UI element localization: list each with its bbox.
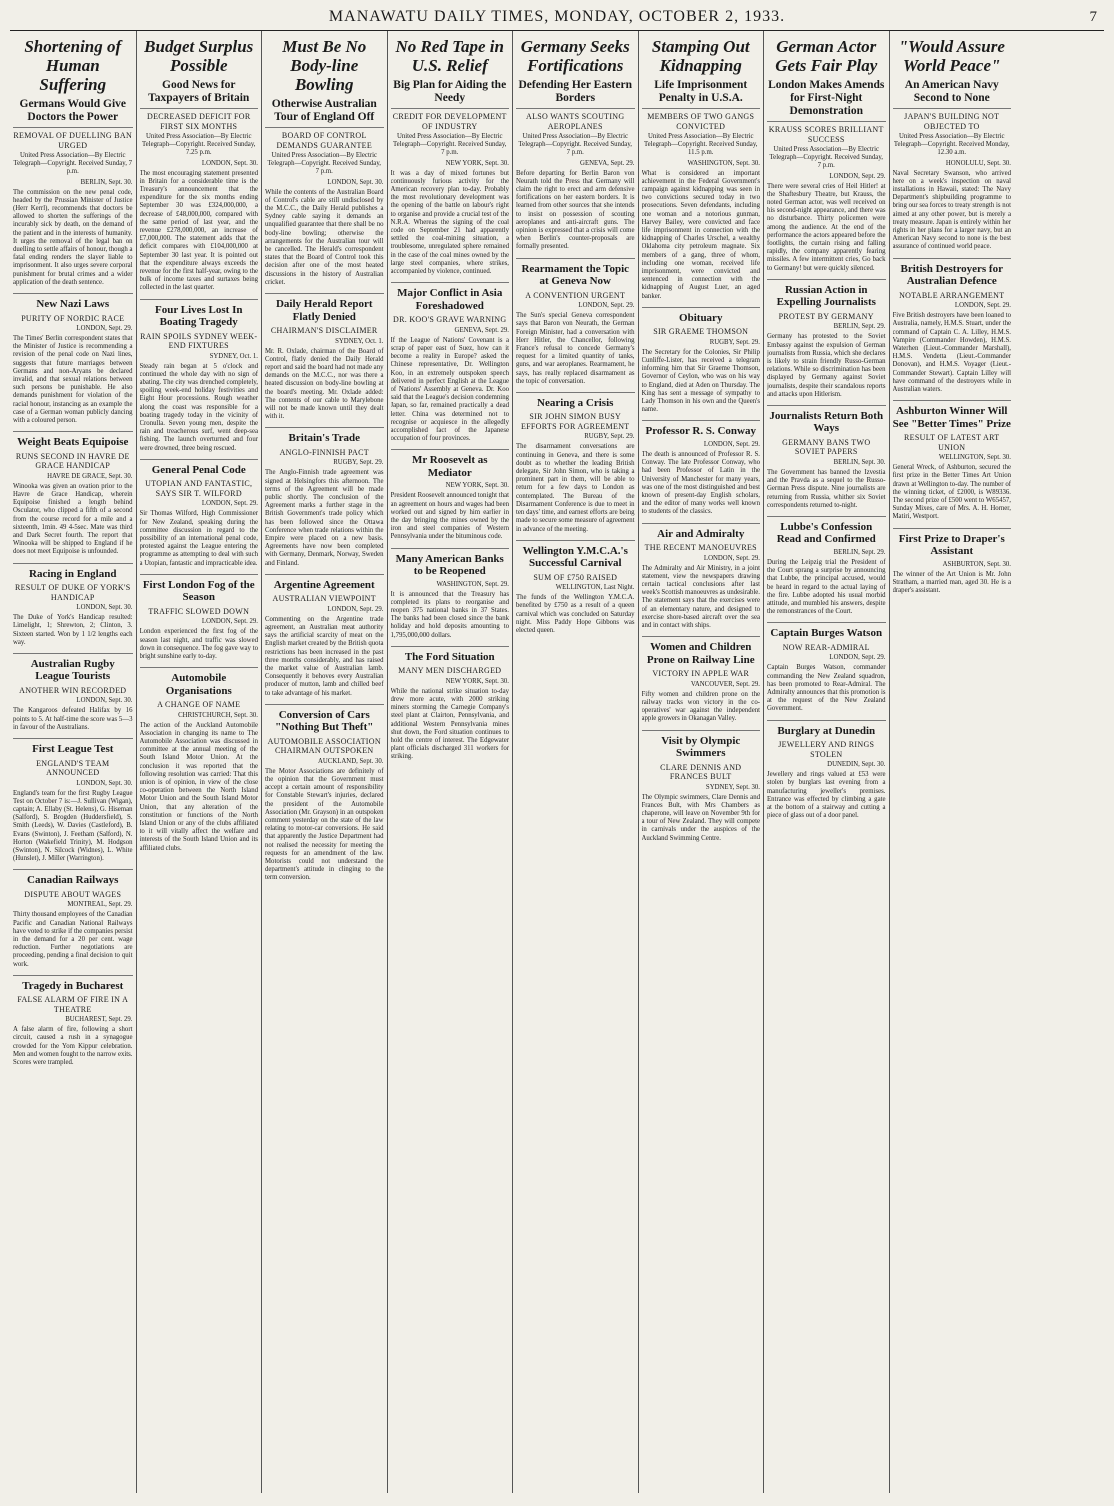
section-body: Commenting on the Argentine trade agreement, an Australian meat authority says the artificial scarcity of meat on the English market created by the British quota restrictions has been increased in the past three months considerably, and has raised the market value of Australian lamb. Consequently it behoves every Australian producer of mutton, lamb and chilled beef to take advantage of his market.: [265, 615, 384, 697]
section-dateline: LONDON, Sept. 30.: [76, 604, 133, 612]
section-dateline: BUCHAREST, Sept. 29.: [65, 1016, 133, 1024]
article-dateline: LONDON, Sept. 30.: [327, 178, 384, 186]
section-body: The Times' Berlin correspondent states that the Minister of Justice is recommending a revision of the penal code on Nazi lines, suggests that future marriages between Germans and non-Aryans be declared invalid, and that sexual relations between such persons be punishable. He also demands punishment for violation of the racial honour, instancing as an example the case of a German woman publicly dancing with a coloured person.: [13, 335, 133, 425]
section-body: Captain Burges Watson, commander commanding the New Zealand squadron, has been promoted to Rear-Admiral. The Admiralty announces that this promotion is at the request of the New Zealand Government.: [767, 664, 886, 713]
section-headline: Journalists Return Both Ways: [767, 405, 886, 435]
section-body: The disarmament conversations are continuing in Geneva, and there is some doubt as to whether the leading British delegate, Sir John Simon, who is taking a prominent part in them, will be able to return for a few days to London as contemplated. The Bureau of the Disarmament Conference is due to meet in ten days' time, and earnest efforts are being made to secure some measure of agreement in advance of the meeting.: [516, 443, 635, 533]
newspaper-page: [10, 4, 1104, 1498]
section-dateline: LONDON, Sept. 29.: [578, 302, 635, 310]
section-headline: Ashburton Winner Will See "Better Times" Prize: [893, 400, 1012, 430]
section-dateline: LONDON, Sept. 29.: [703, 440, 760, 448]
article-deck: Good News for Taxpayers of Britain: [140, 79, 259, 109]
column-content: [265, 31, 384, 1493]
article-dateline: GENEVA, Sept. 29.: [580, 159, 635, 167]
section-subhead: FALSE ALARM OF FIRE IN A THEATRE: [17, 995, 129, 1014]
section-subhead: RAIN SPOILS SYDNEY WEEK-END FIXTURES: [140, 331, 258, 351]
section-subhead: AUSTRALIAN VIEWPOINT: [272, 594, 376, 604]
section-subhead: RESULT OF DUKE OF YORK'S HANDICAP: [15, 583, 131, 602]
article-column: [638, 31, 764, 1493]
section-body: Five British destroyers have been loaned to Australia, namely, H.M.S. Stuart, under the command of Captain C. A. Lilley, H.M.S. Vampire (Commander Howden), H.M.S. Waterhen (Lieut.-Commander Marshall), H.M.S. Vendetta (Lieut.-Commander Donovan), and H.M.S. Voyager (Lieut.-Commander Stewart). Captain Lilley will have command of the destroyers while in Australian waters.: [892, 312, 1011, 393]
section-headline: Obituary: [642, 307, 761, 325]
article-dateline: NEW YORK, Sept. 30.: [445, 159, 509, 167]
section-body: Thirty thousand employees of the Canadian Pacific and Canadian National Railways have voted to strike if the companies persist in the demand for a 20 per cent. wage reduction. Further negotiations are proceeding, pending a final decision to quit work.: [13, 911, 133, 968]
section-subhead: RESULT OF LATEST ART UNION: [904, 433, 1000, 452]
section-headline: Many American Banks to be Reopened: [391, 548, 510, 578]
section-body: The Anglo-Finnish trade agreement was signed at Helsingfors this afternoon. The terms of the Agreement will be made public shortly. The conclusion of the Agreement marks a further stage in the British Government's trade policy which has been followed since the Ottawa Conference when trade relations within the Empire were placed on a new basis. Agreements have now been completed with Germany, Denmark, Norway, Sweden and Finland.: [265, 469, 384, 567]
section-subhead: CLARE DENNIS AND FRANCES BULT: [660, 762, 742, 782]
section-dateline: LONDON, Sept. 29.: [201, 618, 258, 626]
article-body: Before departing for Berlin Baron von Neurath told the Press that Germany will claim the right to erect and arm defensive fortifications on her eastern borders. It is learned from other sources that she intends to insist on possession of scouting aeroplanes and anti-aircraft guns. The opinion is expressed that a crisis will come when Berlin's counter-proposals are formally presented.: [516, 169, 635, 251]
section-body: The Government has banned the Izvestia and the Pravda as a sequel to the Russo-German Press dispute. Nine journalists are returning from Russia, whither six Soviet correspondents returned to-night.: [767, 468, 886, 509]
section-headline: Mr Roosevelt as Mediator: [391, 449, 510, 479]
article-headline: "Would Assure World Peace": [898, 37, 1005, 75]
section-headline: Professor R. S. Conway: [642, 420, 761, 438]
column-content: [893, 31, 1012, 1493]
article-subhead: BOARD OF CONTROL DEMANDS GUARANTEE: [276, 131, 373, 150]
column-content: [391, 31, 510, 1493]
article-body: It was a day of mixed fortunes but continuously furious activity for the American recovery plan to-day. Probably the most revolutionary development was the opening of the battle on labour's right to organise and provide a crucial test of the N.R.A. Whereas the signing of the coal code on September 21 had apparently settled the coal-mining situation, a troublesome, unregulated sphere remained in the case of the coal mines owned by the large steel companies, where strikes, accompanied by violence, continued.: [390, 169, 509, 276]
section-body: The Duke of York's Handicap resulted: Limelight, 1; Shrewton, 2; Clinton, 3. Sixteen started. Won by 1 1/2 lengths each way.: [13, 614, 133, 646]
article-deck: Germans Would Give Doctors the Power: [13, 98, 133, 128]
section-body: Sir Thomas Wilford, High Commissioner for New Zealand, speaking during the committee discussion in regard to the possibility of an international penal code, protested against the League entering the programme as attempting to deal with such a Utopian, fantastic and impracticable idea.: [139, 510, 258, 567]
section-headline: Weight Beats Equipoise: [13, 431, 133, 449]
section-subhead: GERMANY BANS TWO SOVIET PAPERS: [782, 437, 871, 457]
section-headline: Britain's Trade: [265, 427, 384, 445]
column-content: [516, 31, 635, 1493]
section-dateline: NEW YORK, Sept. 30.: [445, 677, 509, 685]
article-column: [261, 31, 387, 1493]
article-dateline: BERLIN, Sept. 30.: [80, 178, 133, 186]
section-headline: Daily Herald Report Flatly Denied: [265, 293, 384, 323]
article-deck: An American Navy Second to None: [893, 79, 1012, 109]
article-column: [512, 31, 638, 1493]
section-body: Steady rain began at 5 o'clock and continued the whole day with no sign of abating. The city was drenched completely, spoiling week-end holiday festivities and Eight Hour processions. Rough weather along the coast was responsible for a boating tragedy today in the vicinity of Cronulla. Seven young men, despite the rain and treacherous surf, went deep-sea fishing. The launch overturned and four were drowned, three being rescued.: [139, 362, 258, 452]
section-subhead: MANY MEN DISCHARGED: [398, 666, 502, 676]
section-dateline: HAVRE DE GRACE, Sept. 30.: [47, 472, 133, 480]
article-headline: German Actor Gets Fair Play: [775, 37, 878, 75]
section-headline: Automobile Organisations: [140, 667, 259, 697]
article-credit: United Press Association—By Electric Telegraph—Copyright. Received Monday, 12.30 a.m.: [893, 133, 1010, 157]
section-headline: Racing in England: [13, 563, 133, 581]
article-body: While the contents of the Australian Board of Control's cable are still undisclosed by the M.C.C., the Daily Herald publishes a Sydney cable saying it demands an unqualified guarantee that there shall be no body-line bowling; otherwise the arrangements for the Australian tour will be cancelled. The Herald's correspondent states that the Board of Control took this decision after one of the most heated discussions in the history of Australian cricket.: [265, 188, 384, 286]
section-body: Mr. R. Oxlade, chairman of the Board of Control, flatly denied the Daily Herald report and said the board had not made any demands on the M.C.C., nor was there a heated discussion on body-line bowling at the board's meeting. Mr. Oxlade added: The contents of our cable to Marylebone will not be made known until they dealt with it.: [265, 347, 384, 421]
article-deck: Life Imprisonment Penalty in U.S.A.: [642, 79, 761, 109]
section-headline: Australian Rugby League Tourists: [13, 653, 133, 683]
section-dateline: AUCKLAND, Sept. 30.: [317, 757, 384, 765]
article-credit: United Press Association—By Electric Telegraph—Copyright. Received Sunday, 7 p.m.: [267, 152, 381, 176]
article-headline: Germany Seeks Fortifications: [520, 37, 630, 75]
section-dateline: LONDON, Sept. 29.: [327, 605, 384, 613]
section-dateline: SYDNEY, Sept. 30.: [705, 783, 760, 791]
section-subhead: VICTORY IN APPLE WAR: [652, 669, 750, 679]
section-dateline: WASHINGTON, Sept. 29.: [436, 580, 509, 588]
section-headline: Russian Action in Expelling Journalists: [767, 279, 886, 309]
section-headline: Lubbe's Confession Read and Confirmed: [767, 516, 886, 546]
article-column: [387, 31, 513, 1493]
section-dateline: BERLIN, Sept. 29.: [833, 323, 886, 331]
section-body: While the national strike situation to-day drew more acute, with 2000 striking miners storming the Carnegie Company's steel plant at Clairton, Pennsylvania, and additional Western Pennsylvania mines shut down, the Ford situation continues to hold the centre of interest. The Edgewater plant officials discharged 311 workers for striking.: [390, 687, 509, 761]
section-headline: Women and Children Prone on Railway Line: [642, 636, 761, 666]
article-subhead: JAPAN'S BUILDING NOT OBJECTED TO: [904, 112, 1000, 131]
section-dateline: BERLIN, Sept. 30.: [833, 458, 886, 466]
section-subhead: SUM OF £750 RAISED: [533, 572, 618, 582]
section-subhead: PROTEST BY GERMANY: [778, 311, 874, 321]
article-dateline: HONOLULU, Sept. 30.: [945, 159, 1011, 167]
section-dateline: LONDON, Sept. 30.: [76, 697, 133, 705]
section-body: Fifty women and children prone on the railway tracks won victory in the co-operatives' war against the independent apple growers in Okanagan Valley.: [641, 690, 760, 723]
section-body: The Kangaroos defeated Halifax by 16 points to 5. At half-time the score was 5—3 in favour of the Australians.: [13, 707, 133, 731]
section-subhead: TRAFFIC SLOWED DOWN: [148, 606, 250, 616]
article-credit: United Press Association—By Electric Telegraph—Copyright. Received Sunday, 11.5 p.m.: [644, 133, 758, 157]
columns: [10, 31, 1104, 1493]
column-content: [767, 31, 886, 1493]
article-credit: United Press Association—By Electric Telegraph—Copyright. Received Sunday, 7 p.m.: [393, 133, 507, 157]
column-content: [13, 31, 133, 1493]
article-column: [889, 31, 1015, 1493]
section-headline: British Destroyers for Australian Defence: [893, 258, 1012, 288]
section-headline: General Penal Code: [140, 459, 259, 477]
section-subhead: UTOPIAN AND FANTASTIC, SAYS SIR T. WILFORD: [145, 479, 253, 498]
section-body: Winooka was given an ovation prior to the Havre de Grace Handicap, wherein Equipoise finished a length behind Osculator, who clipped a fifth of a second from the course record for a mile and a sixteenth, 1min. 49 4-5sec. Mate was third and Dark Secret fourth. The report that Winooka will be shipped to England if he does not meet Equipoise is unfounded.: [13, 482, 133, 556]
section-subhead: ENGLAND'S TEAM ANNOUNCED: [36, 758, 110, 778]
section-subhead: A CHANGE OF NAME: [157, 700, 241, 710]
section-headline: Tragedy in Bucharest: [13, 975, 133, 993]
section-headline: New Nazi Laws: [13, 293, 133, 311]
section-dateline: LONDON, Sept. 29.: [201, 500, 258, 508]
article-body: What is considered an important achievement in the Federal Government's campaign against kidnapping was seen in two convictions secured today in two prosecutions. Seven defendants, including one woman and a notorious gunman, Harvey Bailey, were convicted and face life imprisonment in connection with the kidnapping of Charles Urschel, a wealthy Oklahoma city petroleum magnate. Six members of a gang, three of whom, including one woman, received life imprisonment, were convicted and sentenced in connection with the kidnapping of August Luer, an aged banker.: [641, 169, 760, 300]
article-deck: Defending Her Eastern Borders: [516, 79, 635, 109]
section-body: The Sun's special Geneva correspondent says that Baron von Neurath, the German Foreign Minister, had a conversation with Herr Hitler, the Chancellor, following France's refusal to concede Germany's request for a limited quantity of tanks, guns, and war aeroplanes. Rearmament, he says, has really replaced disarmament as the topic of conversation.: [516, 312, 635, 385]
section-headline: Four Lives Lost In Boating Tragedy: [140, 299, 259, 329]
article-subhead: MEMBERS OF TWO GANGS CONVICTED: [647, 112, 755, 131]
masthead-title: MANAWATU DAILY TIMES, MONDAY, OCTOBER 2, 1933.: [328, 8, 786, 25]
article-column: [763, 31, 889, 1493]
article-body: There were several cries of Heil Hitler! at the Shaftesbury Theatre, but Krauss, the noted German actor, was well received on his second-night appearance, and there was no disturbance. Thirty policemen were among the audience. At the end of the performance the actors appeared before the footlights, the curtain rising and falling rapidly, the company apparently fearing missiles. A few intermittent cries, Go back to Germany! but were quickly silenced.: [767, 182, 886, 272]
section-headline: Air and Admiralty: [642, 523, 761, 541]
section-headline: First London Fog of the Season: [140, 574, 259, 604]
section-subhead: A CONVENTION URGENT: [525, 290, 626, 300]
article-column: [136, 31, 262, 1493]
section-dateline: LONDON, Sept. 30.: [76, 779, 133, 787]
section-body: During the Leipzig trial the President of the Court sprang a surprise by announcing that Lubbe, the principal accused, would be heard in regard to the actual laying of the fire. Lubbe adopted his usual morbid attitude, and mumbled his answers, despite the remonstrances of the Court.: [767, 558, 886, 616]
section-headline: Rearmament the Topic at Geneva Now: [516, 258, 635, 288]
article-deck: London Makes Amends for First-Night Demonstration: [767, 79, 886, 122]
section-dateline: CHRISTCHURCH, Sept. 30.: [178, 711, 258, 719]
section-body: President Roosevelt announced tonight that an agreement on hours and wages had been worked out and signed by him earlier in the day bringing the mines owned by the iron and steel companies of Western Pennsylvania under the bituminous code.: [390, 492, 509, 541]
section-dateline: SYDNEY, Oct. 1.: [209, 352, 258, 360]
section-body: The funds of the Wellington Y.M.C.A. benefited by £750 as a result of a queen carnival which was concluded on Saturday night. Miss Paddy Hope Gibbons was elected queen.: [516, 594, 635, 635]
section-subhead: SIR GRAEME THOMSON: [653, 327, 749, 337]
section-headline: Argentine Agreement: [265, 574, 384, 592]
article-dateline: LONDON, Sept. 29.: [829, 172, 886, 180]
section-subhead: DISPUTE ABOUT WAGES: [24, 889, 122, 899]
article-deck: Otherwise Australian Tour of England Off: [265, 98, 384, 128]
section-headline: Visit by Olympic Swimmers: [642, 730, 761, 760]
section-headline: Wellington Y.M.C.A.'s Successful Carnival: [516, 540, 635, 570]
article-subhead: KRAUSS SCORES BRILLIANT SUCCESS: [768, 125, 884, 144]
section-subhead: RUNS SECOND IN HAVRE DE GRACE HANDICAP: [15, 451, 130, 471]
article-credit: United Press Association—By Electric Telegraph—Copyright. Received Sunday, 7 p.m.: [769, 146, 883, 170]
section-dateline: ASHBURTON, Sept. 30.: [942, 560, 1011, 568]
section-subhead: DR. KOO'S GRAVE WARNING: [393, 315, 507, 325]
section-dateline: LONDON, Sept. 29.: [76, 325, 133, 333]
article-dateline: LONDON, Sept. 30.: [201, 159, 258, 167]
section-body: A false alarm of fire, following a short circuit, caused a rush in a synagogue crowded for the Yom Kippur celebration. Men and women fought to the narrow exits. Scores were trampled.: [13, 1026, 133, 1067]
section-dateline: MONTREAL, Sept. 29.: [67, 901, 133, 909]
section-subhead: SIR JOHN SIMON BUSY EFFORTS FOR AGREEMENT: [520, 412, 630, 431]
section-body: The action of the Auckland Automobile Association in changing its name to The Automobile Association was discussed in committee at the annual meeting of the South Island Motor Union. At the conclusion it was reported that the following resolution was carried: That this union is of opinion, in view of the close co-operation between the North Island Motor Union and the South Island Motor Union, that any alteration of the constitution or functions of the North Island Union or any of the clubs affiliated to it will vitally affect the welfare and interests of the South Island Union and its affiliated clubs.: [139, 721, 258, 852]
section-body: If the League of Nations' Covenant is a scrap of paper east of Suez, how can it become a reality in Europe? asked the Chinese representative, Dr. Wellington Koo, in an extremely outspoken speech delivered in perfect English at the League of Nations' Assembly at Geneva. Dr. Koo said that the League's decision condemning Japan, so far, remained practically a dead letter. China was determined not to recognise or acquiesce in the allegedly accomplished fact of the Japanese occupation of four provinces.: [390, 336, 509, 443]
section-headline: Burglary at Dunedin: [767, 720, 886, 738]
section-body: The Admiralty and Air Ministry, in a joint statement, view the newspapers drawing certain tactical conclusions after last week's Scottish manoeuvres as undesirable. The statement says that the exercises were of an elementary nature, and designed to exercise shore-based aircraft over the sea and in contact with ships.: [641, 564, 760, 630]
section-dateline: GENEVA, Sept. 29.: [454, 326, 509, 334]
section-headline: First League Test: [13, 738, 133, 756]
column-content: [140, 31, 259, 1493]
masthead: [10, 4, 1104, 31]
section-body: Germany has protested to the Soviet Embassy against the expulsion of German journalists from Russia, which she declares is likely to strain friendly Russo-German relations. While so discrimination has been displayed by Germany against Soviet journalists, despite their scandalous reports and attacks upon Hitlerism.: [767, 333, 886, 398]
section-subhead: CHAIRMAN'S DISCLAIMER: [270, 326, 378, 336]
article-subhead: ALSO WANTS SCOUTING AEROPLANES: [526, 112, 625, 131]
section-headline: The Ford Situation: [391, 646, 510, 664]
article-body: Naval Secretary Swanson, who arrived here on a week's inspection on naval installations in Hawaii, stated: The Navy Department's shipbuilding programme to bring our sea forces to treaty strength is not aimed at any other power, but is merely a treaty measure. Japan is entirely within her rights in her plans for a larger navy, but an American Navy second to none is the best assurance of continued world peace.: [892, 169, 1011, 251]
section-dateline: WELLINGTON, Last Night.: [555, 584, 635, 592]
section-body: The Olympic swimmers, Clare Dennis and Frances Bult, with Mrs Chambers as chaperone, will leave on November 9th for a tour of New Zealand. They will compete in carnivals under the auspices of the Auckland Swimming Centre.: [641, 793, 760, 842]
section-subhead: AUTOMOBILE ASSOCIATION CHAIRMAN OUTSPOKEN: [267, 736, 381, 756]
section-dateline: NEW YORK, Sept. 30.: [445, 482, 509, 490]
section-subhead: NOTABLE ARRANGEMENT: [899, 290, 1005, 300]
section-dateline: DUNEDIN, Sept. 30.: [827, 761, 886, 769]
section-subhead: JEWELLERY AND RINGS STOLEN: [778, 740, 875, 759]
section-body: The winner of the Art Union is Mr. John Stratham, a married man, aged 30. He is a draper's assistant.: [892, 570, 1011, 594]
section-body: England's team for the first Rugby League Test on October 7 is:—J. Sullivan (Wigan), captain; A. Ellaby (St. Helens), G. Hiseman (Salford), S. Brogden (Huddersfield), S. Smith (Leeds), W. Davies (Castleford), B. Evans (Swinton), J. Feetham (Salford), N. Horton (Wakefield Trinity), M. Hodgson (Swinton), N. Silcock (Widnes), L. White (Hunslet), J. Miller (Warrington).: [13, 789, 133, 863]
section-dateline: WELLINGTON, Sept. 30.: [938, 454, 1011, 462]
section-subhead: PURITY OF NORDIC RACE: [21, 313, 125, 323]
section-dateline: LONDON, Sept. 29.: [703, 554, 760, 562]
section-headline: First Prize to Draper's Assistant: [893, 528, 1012, 558]
article-headline: Stamping Out Kidnapping: [651, 37, 750, 75]
section-dateline: LONDON, Sept. 29.: [829, 654, 886, 662]
section-dateline: BERLIN, Sept. 29.: [833, 548, 886, 556]
section-subhead: ANOTHER WIN RECORDED: [19, 685, 127, 695]
section-body: General Wreck, of Ashburton, secured the first prize in the Better Times Art Union drawn at Wellington to-day. The number of the winning ticket, of £2000, is W89336. The second prize of £500 went to W65457, Sunday Mixes, care of Mrs. A. H. Horner, Matiri, Westport.: [892, 464, 1011, 521]
section-body: London experienced the first fog of the season last night, and traffic was slowed down in consequence. The fog gave way to bright sunshine early to-day.: [139, 628, 258, 660]
article-headline: Must Be No Body-line Bowling: [282, 37, 367, 94]
section-body: Jewellery and rings valued at £53 were stolen by burglars last evening from a manufacturing jeweller's premises. Entrance was effected by climbing a gate at the bottom of a stairway and cutting a piece of glass out of a door panel.: [767, 771, 886, 820]
section-body: The Secretary for the Colonies, Sir Philip Cunliffe-Lister, has received a telegram informing him that Sir Graeme Thomson, Governor of Ceylon, who was on his way to England, died at Aden on Thursday. The King has sent a message of sympathy to Lady Thomson in his own and the Queen's name.: [641, 348, 760, 414]
section-body: The death is announced of Professor R. S. Conway. The late Professor Conway, who had been Professor of Latin in the University of Manchester for many years, was one of the most distinguished and best known of present-day English scholars, and the editor of many works well known to students of the classics.: [641, 450, 760, 516]
article-headline: Shortening of Human Suffering: [24, 37, 122, 94]
section-headline: Canadian Railways: [13, 869, 133, 887]
article-headline: No Red Tape in U.S. Relief: [395, 37, 504, 75]
section-headline: Nearing a Crisis: [516, 392, 635, 410]
article-deck: Big Plan for Aiding the Needy: [391, 79, 510, 109]
section-subhead: NOW REAR-ADMIRAL: [782, 642, 870, 652]
section-body: The Motor Associations are definitely of the opinion that the Government must accept a certain amount of responsibility for Constable Stewart's injuries, declared the president of the Automobile Association (Mr. Grayson) in an outspoken comment yesterday on the state of the law relating to motor-car conversions. He said that apparently the Justice Department had not realised the necessity for meeting the requests for an amendment of the law. Motorists could not understand the department's attitude in clinging to the term conversion.: [265, 767, 384, 882]
section-subhead: ANGLO-FINNISH PACT: [279, 447, 369, 457]
section-headline: Conversion of Cars "Nothing But Theft": [265, 704, 384, 734]
column-content: [642, 31, 761, 1493]
article-subhead: DECREASED DEFICIT FOR FIRST SIX MONTHS: [147, 112, 251, 131]
section-headline: Major Conflict in Asia Foreshadowed: [391, 282, 510, 312]
article-headline: Budget Surplus Possible: [144, 37, 254, 75]
section-dateline: SYDNEY, Oct. 1.: [335, 337, 384, 345]
section-body: It is announced that the Treasury has completed its plans to reorganise and reopen 375 national banks in 37 States. The banks had been closed since the bank holiday and hold deposits amounting to 1,795,000,000 dollars.: [390, 590, 509, 639]
section-dateline: VANCOUVER, Sept. 29.: [690, 680, 760, 688]
article-credit: United Press Association—By Electric Telegraph—Copyright. Received Sunday, 7 p.m.: [13, 152, 133, 176]
section-dateline: LONDON, Sept. 29.: [954, 302, 1011, 310]
section-dateline: RUGBY, Sept. 29.: [333, 459, 384, 467]
article-credit: United Press Association—By Electric Telegraph—Copyright. Received Sunday, 7 p.m.: [518, 133, 632, 157]
article-column: [10, 31, 136, 1493]
section-headline: Captain Burges Watson: [767, 622, 886, 640]
section-dateline: RUGBY, Sept. 29.: [709, 338, 760, 346]
article-subhead: CREDIT FOR DEVELOPMENT OF INDUSTRY: [392, 112, 507, 131]
article-body: The commission on the new penal code, headed by the Prussian Minister of Justice (Herr Kerrl), recommends that doctors be allowed to shorten the sufferings of the incurably sick by death, on the demand of the patient and in the interests of humanity. It urges the removal of the legal ban on duelling to settle affairs of honour, though a fatal ending renders the slayer liable to imprisonment. It also urges severe corporal punishment for brutal crimes and a wider application of the death sentence.: [13, 188, 133, 286]
article-body: The most encouraging statement presented in Britain for a considerable time is the Treasury's announcement that the expenditure for the six months ending September 30 was £324,000,000, a decrease of £48,000,000, compared with the same period of last year, and the revenue £278,000,000, an increase of £7,000,000. The statement adds that the deficit compares with £104,000,000 at September 30 last year. It is pointed out that the expenditure always exceeds the revenue for the first half-year, owing to the bulk of income taxes and surtaxes being collected in the last quarter.: [139, 169, 258, 292]
section-dateline: RUGBY, Sept. 29.: [584, 433, 635, 441]
article-credit: United Press Association—By Electric Telegraph—Copyright. Received Sunday, 7.25 p.m.: [142, 133, 256, 157]
article-dateline: WASHINGTON, Sept. 30.: [687, 159, 760, 167]
article-subhead: REMOVAL OF DUELLING BAN URGED: [13, 131, 133, 150]
page-number: 7: [1089, 9, 1098, 25]
section-subhead: THE RECENT MANOEUVRES: [644, 543, 757, 553]
